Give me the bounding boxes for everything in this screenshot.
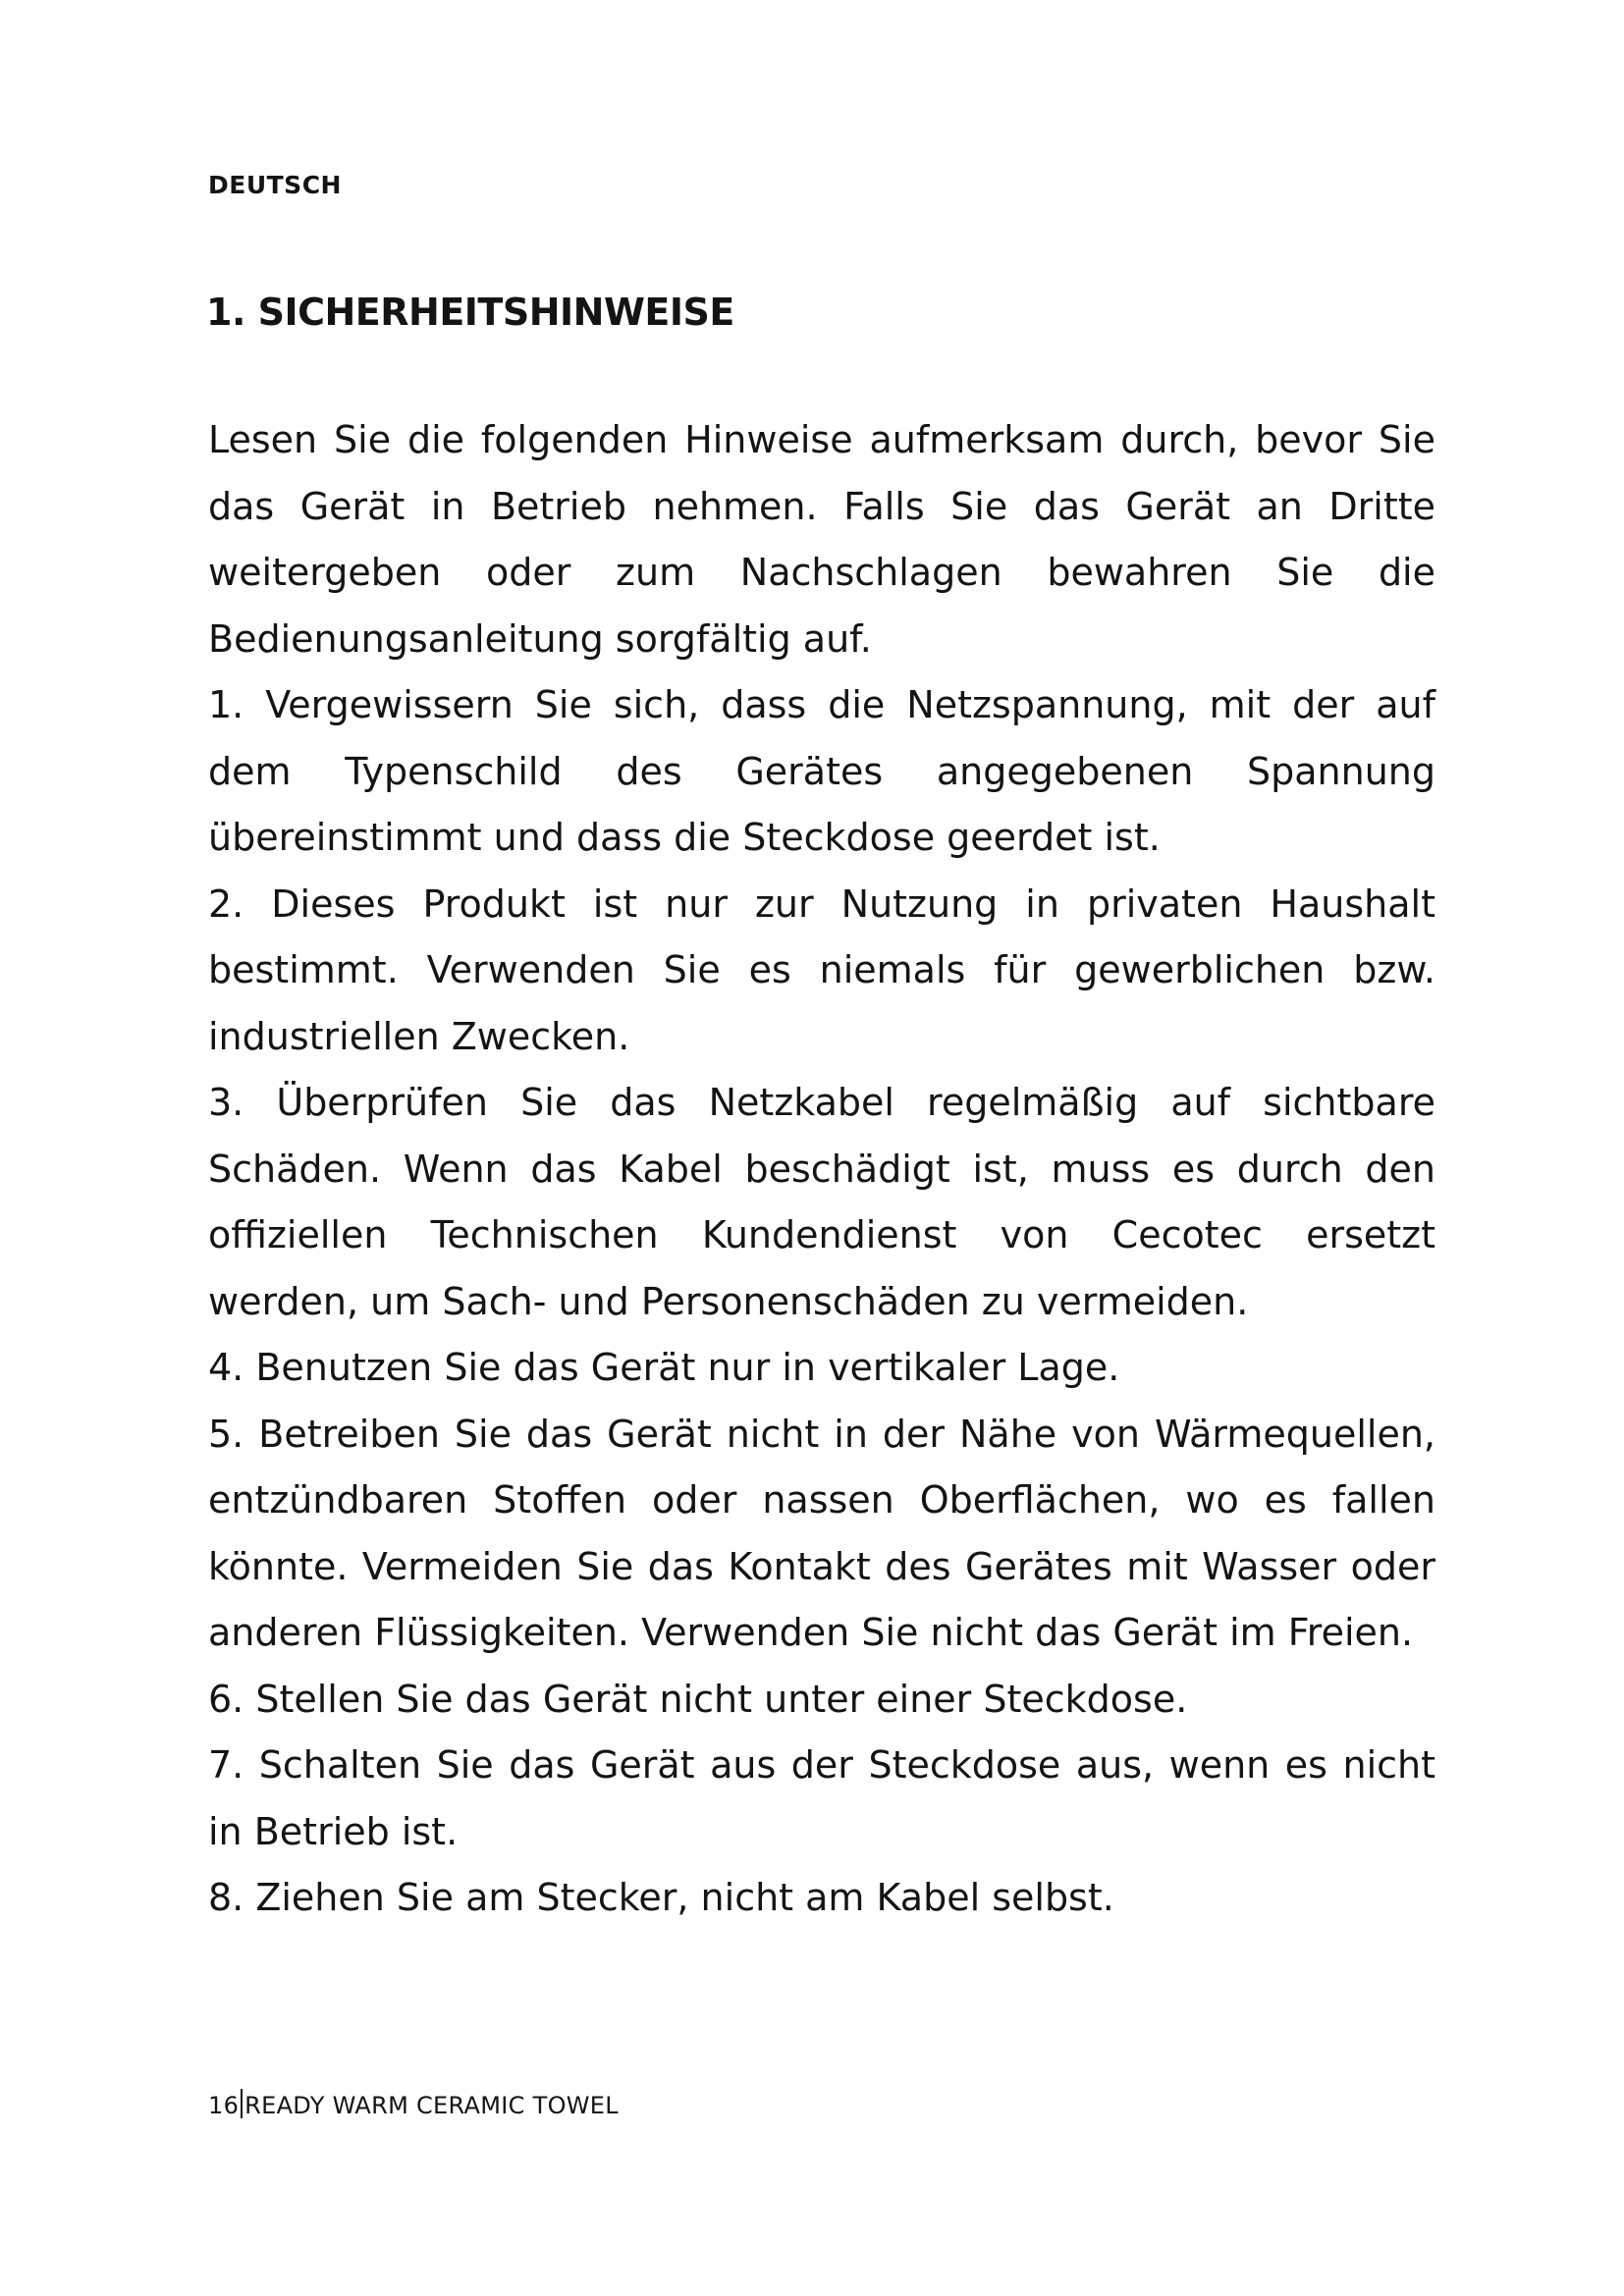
instruction-item: 4. Benutzen Sie das Gerät nur in vertikaler Lage.: [208, 1346, 1120, 1389]
instruction-item: 8. Ziehen Sie am Stecker, nicht am Kabel selbst.: [208, 1876, 1114, 1919]
instruction-item: 7. Schalten Sie das Gerät aus der Steckdose aus, wenn es nicht in Betrieb ist.: [208, 1743, 1435, 1853]
section-title: 1. SICHERHEITSHINWEISE: [206, 291, 734, 334]
intro-paragraph: Lesen Sie die folgenden Hinweise aufmerksam durch, bevor Sie das Gerät in Betrieb nehmen. Falls Sie das Gerät an Dritte weitergeben oder zum Nachschlagen bewahren Sie die Bedienungsanleitung sorgfältig auf.: [208, 418, 1435, 661]
instruction-item: 5. Betreiben Sie das Gerät nicht in der Nähe von Wärmequellen, entzündbaren Stoffen oder nassen Oberflächen, wo es fallen könnte. Vermeiden Sie das Kontakt des Gerätes mit Wasser oder anderen Flüssigkeiten. Verwenden Sie nicht das Gerät im Freien.: [208, 1412, 1435, 1654]
instruction-item: 6. Stellen Sie das Gerät nicht unter einer Steckdose.: [208, 1677, 1188, 1721]
page-number: 16: [208, 2092, 240, 2119]
instruction-item: 2. Dieses Produkt ist nur zur Nutzung in privaten Haushalt bestimmt. Verwenden Sie es niemals für gewerblichen bzw. industriellen Zwecken.: [208, 881, 1435, 1058]
page-footer: [208, 2092, 619, 2121]
instruction-item: 3. Überprüfen Sie das Netzkabel regelmäßig auf sichtbare Schäden. Wenn das Kabel beschädigt ist, muss es durch den offiziellen Technischen Kundendienst von Cecotec ersetzt werden, um Sach- und Personenschäden zu vermeiden.: [208, 1081, 1435, 1323]
safety-instructions: [208, 407, 1435, 1932]
product-name: READY WARM CERAMIC TOWEL: [244, 2092, 619, 2119]
language-label: DEUTSCH: [208, 171, 342, 199]
instruction-item: 1. Vergewissern Sie sich, dass die Netzspannung, mit der auf dem Typenschild des Gerätes angegebenen Spannung übereinstimmt und dass die Steckdose geerdet ist.: [208, 683, 1435, 859]
footer-divider: [241, 2089, 243, 2118]
